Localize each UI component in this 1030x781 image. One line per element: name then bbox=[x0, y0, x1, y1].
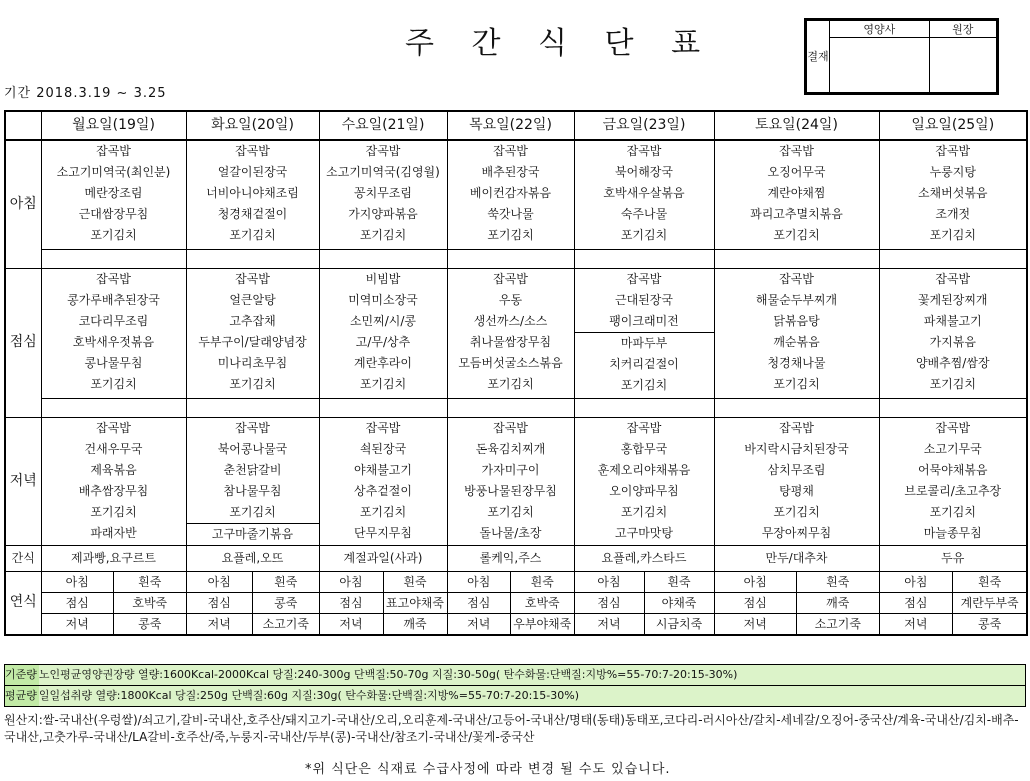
porridge-meal: 아침 bbox=[187, 572, 253, 593]
porridge-meal: 점심 bbox=[187, 592, 253, 613]
menu-item: 생선까스/소스 bbox=[473, 313, 548, 328]
menu-item: 마늘종무침 bbox=[923, 525, 982, 540]
spacer-cell bbox=[41, 249, 186, 268]
menu-item: 포기김치 bbox=[90, 376, 137, 391]
menu-item: 비빔밥 bbox=[365, 271, 401, 286]
porridge-item: 호박죽 bbox=[511, 592, 574, 613]
menu-item: 잡곡밥 bbox=[365, 144, 401, 158]
menu-item: 잡곡밥 bbox=[365, 420, 401, 435]
menu-item: 포기김치 bbox=[620, 228, 668, 242]
menu-item: 바지락시금치된장국 bbox=[744, 441, 849, 456]
menu-item: 가자미구이 bbox=[481, 462, 540, 477]
menu-item: 탕평채 bbox=[779, 483, 814, 498]
menu-item: 브로콜리/초고추장 bbox=[904, 483, 1002, 498]
menu-item: 누룽지탕 bbox=[929, 165, 976, 179]
porridge-item: 표고야채죽 bbox=[383, 592, 447, 613]
day-header: 월요일(19일) bbox=[41, 111, 186, 140]
porridge-item: 호박죽 bbox=[114, 592, 186, 613]
menu-item: 춘천닭갈비 bbox=[223, 462, 282, 477]
menu-item: 훈제오리야채볶음 bbox=[597, 462, 691, 477]
menu-item: 포기김치 bbox=[487, 376, 534, 391]
menu-item: 북어해장국 bbox=[615, 165, 673, 179]
meal-label-porridge: 연식 bbox=[5, 571, 41, 635]
menu-item: 배추된장국 bbox=[481, 165, 540, 179]
menu-item: 오이양파무침 bbox=[609, 483, 679, 498]
menu-item: 얼갈이된장국 bbox=[217, 165, 288, 179]
menu-item: 잡곡밥 bbox=[779, 420, 814, 435]
menu-item: 잡곡밥 bbox=[235, 271, 270, 286]
day-header: 목요일(22일) bbox=[447, 111, 574, 140]
menu-item: 잡곡밥 bbox=[935, 420, 971, 435]
menu-item: 잡곡밥 bbox=[96, 144, 131, 158]
menu-item: 고/무/상추 bbox=[355, 334, 411, 349]
day-header: 일요일(25일) bbox=[879, 111, 1027, 140]
porridge-item: 콩죽 bbox=[253, 592, 319, 613]
menu-item: 소채버섯볶음 bbox=[917, 186, 988, 200]
porridge-item: 흰죽 bbox=[383, 572, 447, 593]
breakfast-cell bbox=[41, 140, 186, 249]
porridge-item: 소고기죽 bbox=[262, 616, 309, 631]
menu-item: 포기김치 bbox=[187, 502, 319, 524]
menu-item: 소민찌/시/콩 bbox=[349, 313, 417, 328]
breakfast-cell bbox=[319, 140, 447, 249]
spacer-cell bbox=[574, 249, 714, 268]
menu-item: 치커리겉절이 bbox=[609, 356, 679, 371]
menu-item: 잡곡밥 bbox=[493, 420, 528, 435]
porridge-meal: 점심 bbox=[320, 592, 384, 613]
menu-item: 포기김치 bbox=[929, 376, 976, 391]
menu-item: 포기김치 bbox=[620, 377, 668, 392]
lunch-cell bbox=[319, 268, 447, 398]
spacer-cell bbox=[714, 249, 879, 268]
snack-cell: 제과빵,요구르트 bbox=[41, 545, 186, 571]
day-header: 화요일(20일) bbox=[186, 111, 319, 140]
menu-item: 꽈리고추멸치볶음 bbox=[750, 207, 843, 221]
meal-label-lunch: 점심 bbox=[5, 268, 41, 417]
snack-cell: 롤케익,주스 bbox=[447, 545, 574, 571]
porridge-item: 흰죽 bbox=[644, 572, 714, 593]
porridge-cell bbox=[879, 571, 1027, 635]
lunch-cell bbox=[714, 268, 879, 398]
porridge-meal: 점심 bbox=[42, 592, 114, 613]
menu-item: 쑥갓나물 bbox=[487, 207, 534, 221]
corner-cell bbox=[5, 111, 41, 140]
menu-item: 잡곡밥 bbox=[935, 144, 971, 158]
menu-item: 단무지무침 bbox=[354, 525, 412, 540]
menu-item: 잡곡밥 bbox=[779, 144, 814, 158]
menu-item: 포기김치 bbox=[359, 504, 407, 519]
menu-item: 숙주나물 bbox=[620, 207, 668, 221]
porridge-meal: 점심 bbox=[715, 592, 797, 613]
dinner-cell bbox=[574, 417, 714, 545]
porridge-meal: 점심 bbox=[575, 592, 645, 613]
menu-item: 삼치무조림 bbox=[767, 462, 826, 477]
menu-item: 닭볶음탕 bbox=[773, 313, 820, 328]
lunch-cell bbox=[879, 268, 1027, 398]
snack-cell: 요플레,카스타드 bbox=[574, 545, 714, 571]
porridge-cell bbox=[186, 571, 319, 635]
breakfast-cell bbox=[186, 140, 319, 249]
porridge-cell bbox=[714, 571, 879, 635]
menu-item: 포기김치 bbox=[773, 504, 820, 519]
day-header: 금요일(23일) bbox=[574, 111, 714, 140]
spacer-cell bbox=[447, 398, 574, 417]
dinner-cell bbox=[319, 417, 447, 545]
menu-item: 포기김치 bbox=[929, 504, 976, 519]
lunch-cell bbox=[574, 268, 714, 398]
day-header: 수요일(21일) bbox=[319, 111, 447, 140]
menu-item: 고구마맛탕 bbox=[615, 525, 673, 540]
menu-item: 호박새우살볶음 bbox=[603, 186, 685, 200]
menu-item: 양배추찜/쌈장 bbox=[915, 355, 990, 370]
menu-item: 포기김치 bbox=[229, 228, 276, 242]
menu-item: 호박새우젓볶음 bbox=[72, 334, 155, 349]
porridge-item: 흰죽 bbox=[511, 572, 574, 593]
menu-item: 돈육김치찌개 bbox=[475, 441, 546, 456]
menu-item: 배추쌈장무침 bbox=[78, 483, 149, 498]
porridge-meal: 저녁 bbox=[575, 613, 645, 634]
porridge-cell bbox=[447, 571, 574, 635]
menu-item: 꽃게된장찌개 bbox=[917, 292, 988, 307]
porridge-item: 흰죽 bbox=[114, 572, 186, 593]
menu-item: 잡곡밥 bbox=[626, 144, 662, 158]
menu-item: 소고기미역국(김영월) bbox=[326, 165, 440, 179]
menu-item: 포기김치 bbox=[773, 376, 820, 391]
porridge-meal: 아침 bbox=[320, 572, 384, 593]
dinner-cell bbox=[879, 417, 1027, 545]
spacer-cell bbox=[319, 398, 447, 417]
spacer-cell bbox=[574, 398, 714, 417]
dinner-cell bbox=[41, 417, 186, 545]
menu-item: 고구마줄기볶음 bbox=[211, 526, 294, 541]
menu-item: 포기김치 bbox=[929, 228, 976, 242]
porridge-item: 야채죽 bbox=[644, 592, 714, 613]
day-header: 토요일(24일) bbox=[714, 111, 879, 140]
menu-item: 고추잡채 bbox=[229, 313, 276, 328]
porridge-meal: 저녁 bbox=[320, 613, 384, 634]
period: 기간 2018.3.19 ~ 3.25 bbox=[4, 86, 167, 101]
lunch-cell bbox=[41, 268, 186, 398]
menu-item: 어묵야채볶음 bbox=[917, 462, 988, 477]
spacer-cell bbox=[879, 398, 1027, 417]
breakfast-cell bbox=[714, 140, 879, 249]
menu-item: 야채불고기 bbox=[354, 462, 412, 477]
menu-item: 청경채나물 bbox=[767, 355, 826, 370]
menu-item: 미나리초무침 bbox=[217, 355, 288, 370]
porridge-item: 흰죽 bbox=[797, 572, 879, 593]
menu-item: 포기김치 bbox=[359, 228, 407, 242]
porridge-meal: 아침 bbox=[880, 572, 953, 593]
menu-item: 베이컨감자볶음 bbox=[469, 186, 552, 200]
menu-item: 두부구이/달래양념장 bbox=[198, 334, 307, 349]
average-label: 평균량 bbox=[5, 686, 39, 706]
menu-item: 근대된장국 bbox=[615, 292, 673, 307]
menu-item: 콩나물무침 bbox=[84, 355, 143, 370]
menu-item: 모듬버섯굴소스볶음 bbox=[458, 355, 563, 370]
menu-item: 가지양파볶음 bbox=[348, 207, 418, 221]
footer-note: *위 식단은 식재료 수급사정에 따라 변경 될 수도 있습니다. bbox=[305, 762, 671, 777]
menu-item: 계란후라이 bbox=[354, 355, 412, 370]
menu-item: 제육볶음 bbox=[90, 462, 137, 477]
approval-director: 원장 bbox=[929, 21, 996, 38]
menu-item: 마파두부 bbox=[620, 335, 668, 350]
dinner-cell bbox=[186, 417, 319, 545]
porridge-item: 우부야채죽 bbox=[513, 616, 572, 631]
approval-dietitian: 영양사 bbox=[830, 21, 930, 38]
menu-item: 깨순볶음 bbox=[773, 334, 820, 349]
meal-label-breakfast: 아침 bbox=[5, 140, 41, 268]
porridge-item: 깨죽 bbox=[403, 616, 427, 631]
meal-label-dinner: 저녁 bbox=[5, 417, 41, 545]
porridge-cell bbox=[574, 571, 714, 635]
menu-item: 콩가루배추된장국 bbox=[67, 292, 160, 307]
origin-info: 원산지:쌀-국내산(우렁쌀)/쇠고기,갈비-국내산,호주산/돼지고기-국내산/오리,오리훈제-국내산/고등어-국내산/명태(동태)동태포,코다리-러시아산/갈치-세네갈/오징어-중국산/계육-국내산/김치-배추-국내산,고춧가루-국내산/LA갈비-호주산/죽,누룽지-국내산/두부(콩)-국내산/참조기-국내산/꽃게-중국산 bbox=[4, 713, 1019, 744]
menu-item: 소고기미역국(최인분) bbox=[56, 165, 171, 179]
menu-item: 잡곡밥 bbox=[96, 420, 131, 435]
menu-item: 잡곡밥 bbox=[235, 144, 270, 158]
menu-item: 포기김치 bbox=[90, 228, 137, 242]
menu-item: 잡곡밥 bbox=[779, 271, 814, 286]
menu-item: 포기김치 bbox=[620, 504, 668, 519]
menu-item: 건새우무국 bbox=[84, 441, 143, 456]
porridge-meal: 저녁 bbox=[448, 613, 511, 634]
menu-item: 잡곡밥 bbox=[935, 271, 971, 286]
snack-cell: 두유 bbox=[879, 545, 1027, 571]
menu-item: 우동 bbox=[498, 292, 523, 307]
approval-director-sign[interactable] bbox=[929, 38, 996, 93]
porridge-item: 깨죽 bbox=[797, 592, 879, 613]
menu-item: 근대쌈장무침 bbox=[78, 207, 149, 221]
snack-cell: 만두/대추차 bbox=[714, 545, 879, 571]
dinner-cell bbox=[447, 417, 574, 545]
approval-label: 결재 bbox=[807, 21, 830, 93]
menu-item: 잡곡밥 bbox=[626, 420, 662, 435]
menu-item: 계란야채찜 bbox=[767, 186, 826, 200]
porridge-item: 콩죽 bbox=[138, 616, 162, 631]
porridge-meal: 저녁 bbox=[42, 613, 114, 634]
breakfast-cell bbox=[879, 140, 1027, 249]
menu-item: 청경채겉절이 bbox=[217, 207, 288, 221]
porridge-item: 흰죽 bbox=[253, 572, 319, 593]
menu-item: 오징어무국 bbox=[767, 165, 826, 179]
porridge-meal: 아침 bbox=[575, 572, 645, 593]
porridge-cell bbox=[319, 571, 447, 635]
page-title: 주 간 식 단 표 bbox=[405, 26, 715, 61]
porridge-meal: 아침 bbox=[42, 572, 114, 593]
approval-dietitian-sign[interactable] bbox=[830, 38, 930, 93]
menu-item: 코다리무조림 bbox=[78, 313, 149, 328]
menu-item: 얼큰알탕 bbox=[229, 292, 276, 307]
spacer-cell bbox=[186, 398, 319, 417]
porridge-meal: 저녁 bbox=[880, 613, 953, 634]
porridge-item: 소고기죽 bbox=[814, 616, 861, 631]
porridge-item: 시금치죽 bbox=[655, 616, 703, 631]
menu-item: 조개젓 bbox=[935, 207, 971, 221]
menu-item: 소고기무국 bbox=[923, 441, 982, 456]
menu-item: 파래자반 bbox=[90, 525, 137, 540]
menu-item: 방풍나물된장무침 bbox=[464, 483, 557, 498]
menu-item: 돌나물/초장 bbox=[479, 525, 542, 540]
porridge-meal: 점심 bbox=[880, 592, 953, 613]
menu-item: 포기김치 bbox=[487, 228, 534, 242]
menu-item: 무장아찌무침 bbox=[761, 525, 832, 540]
menu-item: 포기김치 bbox=[487, 504, 534, 519]
breakfast-cell bbox=[447, 140, 574, 249]
porridge-item: 흰죽 bbox=[953, 572, 1026, 593]
approval-box bbox=[804, 18, 999, 95]
menu-item: 잡곡밥 bbox=[493, 271, 528, 286]
spacer-cell bbox=[714, 398, 879, 417]
spacer-cell bbox=[319, 249, 447, 268]
average-row bbox=[4, 686, 1026, 707]
menu-item: 포기김치 bbox=[359, 376, 407, 391]
menu-item: 포기김치 bbox=[229, 376, 276, 391]
menu-item: 팽이크래미전 bbox=[575, 311, 714, 333]
menu-item: 잡곡밥 bbox=[626, 271, 662, 286]
menu-table bbox=[4, 110, 1028, 636]
menu-item: 미역미소장국 bbox=[348, 292, 418, 307]
standard-row bbox=[4, 664, 1026, 686]
nutrition-standards bbox=[4, 664, 1026, 707]
menu-item: 상추겉절이 bbox=[354, 483, 412, 498]
menu-item: 참나물무침 bbox=[223, 483, 282, 498]
spacer-cell bbox=[186, 249, 319, 268]
menu-item: 잡곡밥 bbox=[493, 144, 528, 158]
lunch-cell bbox=[447, 268, 574, 398]
meal-label-snack: 간식 bbox=[5, 545, 41, 571]
menu-item: 잡곡밥 bbox=[96, 271, 131, 286]
average-text: 일일섭취량 열량:1800Kcal 당질:250g 단백질:60g 지질:30g( 탄수화물:단백질:지방%=55-70:7-20:15-30%) bbox=[38, 689, 580, 702]
menu-item: 잡곡밥 bbox=[235, 420, 270, 435]
menu-item: 파채불고기 bbox=[923, 313, 982, 328]
standard-text: 노인평균영양권장량 열량:1600Kcal-2000Kcal 당질:240-300g 단백질:50-70g 지질:30-50g( 탄수화물:단백질:지방%=55-70:7-20:15-30%) bbox=[38, 668, 738, 681]
menu-item: 가지볶음 bbox=[929, 334, 976, 349]
menu-item: 취나물쌈장무침 bbox=[469, 334, 552, 349]
menu-item: 꽁치무조림 bbox=[354, 186, 412, 200]
menu-item: 홍합무국 bbox=[620, 441, 668, 456]
porridge-meal: 저녁 bbox=[187, 613, 253, 634]
porridge-meal: 점심 bbox=[448, 592, 511, 613]
breakfast-cell bbox=[574, 140, 714, 249]
menu-item: 북어콩나물국 bbox=[217, 441, 288, 456]
snack-cell: 요플레,오뜨 bbox=[186, 545, 319, 571]
menu-item: 메란장조림 bbox=[84, 186, 143, 200]
lunch-cell bbox=[186, 268, 319, 398]
menu-item: 쇡된장국 bbox=[359, 441, 407, 456]
menu-item: 해물순두부찌개 bbox=[755, 292, 838, 307]
spacer-cell bbox=[41, 398, 186, 417]
porridge-item: 콩죽 bbox=[978, 616, 1002, 631]
spacer-cell bbox=[879, 249, 1027, 268]
menu-item: 포기김치 bbox=[90, 504, 137, 519]
snack-cell: 계절과일(사과) bbox=[319, 545, 447, 571]
menu-item: 너비아니야채조림 bbox=[206, 186, 299, 200]
standard-label: 기준량 bbox=[5, 665, 39, 685]
porridge-item: 계란두부죽 bbox=[953, 592, 1026, 613]
porridge-meal: 저녁 bbox=[715, 613, 797, 634]
dinner-cell bbox=[714, 417, 879, 545]
porridge-meal: 아침 bbox=[448, 572, 511, 593]
spacer-cell bbox=[447, 249, 574, 268]
porridge-cell bbox=[41, 571, 186, 635]
porridge-meal: 아침 bbox=[715, 572, 797, 593]
menu-item: 포기김치 bbox=[773, 228, 820, 242]
